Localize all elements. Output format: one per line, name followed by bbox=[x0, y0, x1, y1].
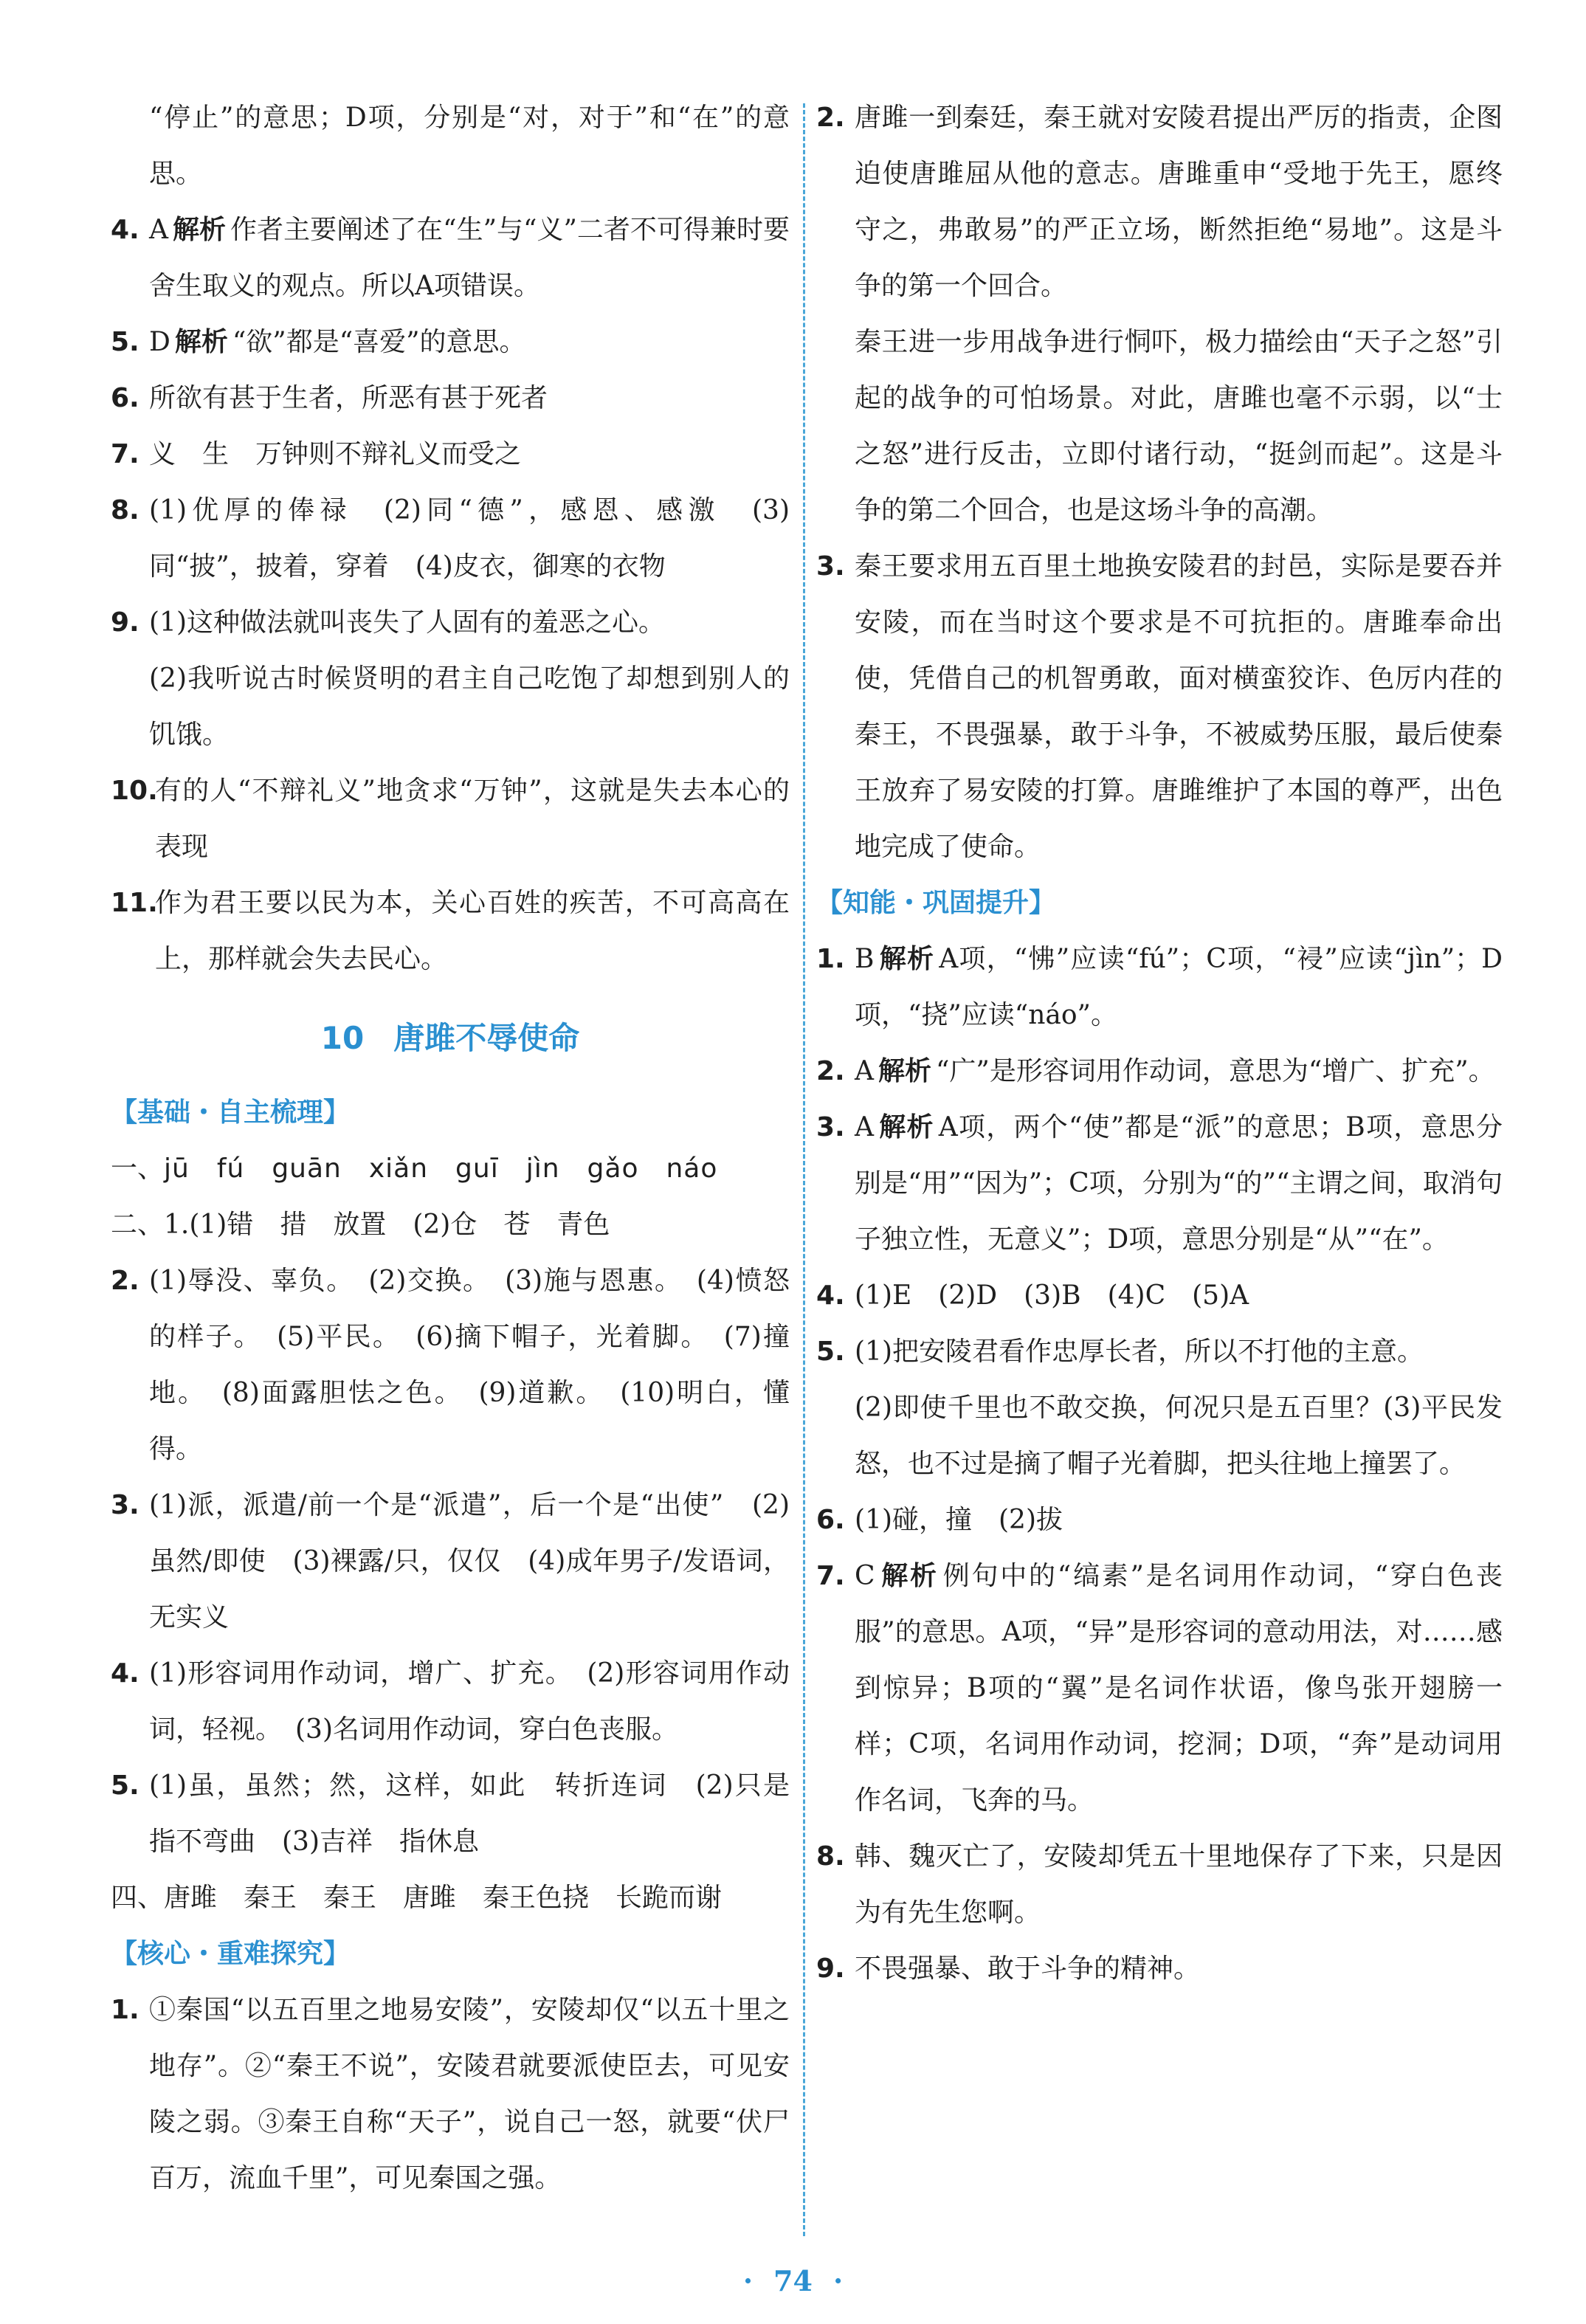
answer-choice: A bbox=[855, 1056, 874, 1086]
answer-text: (1)E (2)D (3)B (4)C (5)A bbox=[855, 1280, 1249, 1311]
pinyin-answers bbox=[111, 1141, 790, 1197]
item-number: 7. bbox=[816, 1561, 845, 1591]
answer-text: (1)派，派遣/前一个是“派遣”，后一个是“出使” (2)虽然/即使 (3)裸露/只，仅仅 (4)成年男子/发语词，无实义 bbox=[149, 1490, 790, 1632]
item-number: 2. bbox=[816, 103, 845, 133]
section-heading-basics: 【基础・自主梳理】 bbox=[111, 1097, 351, 1128]
analysis-label: 解析 bbox=[878, 1112, 934, 1142]
answer-item-5 bbox=[111, 314, 790, 370]
practice-item-8 bbox=[816, 1829, 1503, 1941]
analysis-text: “欲”都是“喜爱”的意思。 bbox=[232, 327, 526, 357]
lesson-title bbox=[111, 998, 790, 1079]
answer-item-9 bbox=[111, 595, 790, 651]
analysis-label: 解析 bbox=[878, 944, 935, 974]
part-four-answer: 四、唐雎 秦王 秦王 唐雎 秦王色挠 长跪而谢 bbox=[111, 1883, 723, 1913]
analysis-text: 例句中的“缟素”是名词用作动词，“穿白色丧服”的意思。A项，“异”是形容词的意动用法，对……感到惊异；B项的“翼”是名词作状语，像鸟张开翅膀一样；C项，名词用作动词，挖洞；D项，“奔”是动词用作名词，飞奔的马。 bbox=[855, 1561, 1503, 1816]
analysis-text: A项，两个“使”都是“派”的意思；B项，意思分别是“用”“因为”；C项，分别为“的”“主谓之间，取消句子独立性，无意义”；D项，意思分别是“从”“在”。 bbox=[855, 1112, 1503, 1255]
footer-dot-left: · bbox=[742, 2264, 754, 2297]
item-number: 3. bbox=[816, 1112, 845, 1142]
practice-item-5 bbox=[816, 1324, 1503, 1380]
section-heading-practice: 【知能・巩固提升】 bbox=[816, 888, 1056, 918]
item-number: 2. bbox=[111, 1266, 139, 1296]
core-item-2-part-2: 秦王进一步用战争进行恫吓，极力描绘由“天子之怒”引起的战争的可怕场景。对此，唐雎也毫不示弱，以“士之怒”进行反击，立即付诸行动，“挺剑而起”。这是斗争的第二个回合，也是这场斗争的高潮。 bbox=[855, 327, 1503, 525]
item-number: 10. bbox=[111, 776, 158, 806]
item-number: 3. bbox=[816, 551, 845, 582]
item-number: 5. bbox=[111, 1770, 139, 1801]
item-number: 1. bbox=[111, 1995, 139, 2025]
answer-text: (1)虽，虽然；然，这样，如此 转折连词 (2)只是 指不弯曲 (3)吉祥 指休息 bbox=[149, 1770, 817, 1857]
answer-text: 秦王要求用五百里土地换安陵君的封邑，实际是要吞并安陵，而在当时这个要求是不可抗拒的。唐雎奉命出使，凭借自己的机智勇敢，面对横蛮狡诈、色厉内荏的秦王，不畏强暴，敢于斗争，不被威势压服，最后使秦王放弃了易安陵的打算。唐雎维护了本国的尊严，出色地完成了使命。 bbox=[855, 551, 1503, 862]
answer-text: (1)把安陵君看作忠厚长者，所以不打他的主意。 bbox=[855, 1337, 1424, 1367]
analysis-label: 解析 bbox=[878, 1056, 932, 1086]
item-number: 1. bbox=[816, 944, 845, 974]
answer-item-8 bbox=[111, 483, 790, 595]
section-heading-core: 【核心・重难探究】 bbox=[111, 1939, 351, 1969]
answer-choice: C bbox=[855, 1561, 875, 1591]
part-two-item-2 bbox=[111, 1253, 790, 1478]
analysis-text: 作者主要阐述了在“生”与“义”二者不可得兼时要舍生取义的观点。所以A项错误。 bbox=[149, 215, 790, 301]
answer-text: 韩、魏灭亡了，安陵却凭五十里地保存了下来，只是因为有先生您啊。 bbox=[855, 1841, 1503, 1928]
continued-answer: “停止”的意思；D项，分别是“对，对于”和“在”的意思。 bbox=[149, 103, 790, 189]
practice-item-3 bbox=[816, 1100, 1503, 1268]
answer-text: 唐雎一到秦廷，秦王就对安陵君提出严厉的指责，企图迫使唐雎屈从他的意志。唐雎重申“受地于先王，愿终守之，弗敢易”的严正立场，断然拒绝“易地”。这是斗争的第一个回合。 bbox=[855, 103, 1503, 301]
answer-text: (1)这种做法就叫丧失了人固有的羞恶之心。 bbox=[149, 607, 665, 638]
part-two-item-4 bbox=[111, 1646, 790, 1758]
item-number: 11. bbox=[111, 888, 158, 918]
practice-item-6 bbox=[816, 1492, 1503, 1548]
analysis-text: A项，“怫”应读“fú”；C项，“祲”应读“jìn”；D项，“挠”应读“náo”。 bbox=[855, 944, 1503, 1030]
pinyin-text: jū fú guān xiǎn guī jìn gǎo náo bbox=[164, 1154, 718, 1184]
core-item-1 bbox=[111, 1982, 790, 2207]
core-item-3 bbox=[816, 539, 1503, 875]
answer-text: ①秦国“以五百里之地易安陵”，安陵却仅“以五十里之地存”。②“秦王不说”，安陵君就要派使臣去，可见安陵之弱。③秦王自称“天子”，说自己一怒，就要“伏尸百万，流血千里”，可见秦国之强。 bbox=[149, 1995, 790, 2193]
item-number: 2. bbox=[816, 1056, 845, 1086]
practice-item-4 bbox=[816, 1268, 1503, 1324]
analysis-text: “广”是形容词用作动词，意思为“增广、扩充”。 bbox=[936, 1056, 1495, 1086]
item-number: 4. bbox=[816, 1280, 845, 1311]
item-number: 6. bbox=[816, 1505, 845, 1535]
lesson-name: 唐雎不辱使命 bbox=[393, 1020, 580, 1056]
part-two-item-1: 二、1.(1)错 措 放置 (2)仓 苍 青色 bbox=[111, 1210, 610, 1240]
answer-text: 义 生 万钟则不辩礼义而受之 bbox=[149, 439, 522, 469]
practice-item-9 bbox=[816, 1941, 1503, 1997]
page-number: 74 bbox=[773, 2264, 813, 2297]
item-number: 8. bbox=[816, 1841, 845, 1872]
left-column bbox=[111, 90, 817, 2207]
item-number: 5. bbox=[111, 327, 139, 357]
answer-text: 作为君王要以民为本，关心百姓的疾苦，不可高高在上，那样就会失去民心。 bbox=[155, 888, 790, 974]
answer-choice: D bbox=[149, 327, 170, 357]
answer-item-11 bbox=[111, 875, 790, 987]
column-divider bbox=[803, 103, 805, 2236]
item-number: 8. bbox=[111, 495, 139, 525]
item-number: 6. bbox=[111, 383, 139, 413]
answer-item-10 bbox=[111, 763, 790, 875]
practice-item-5-part-2: (2)即使千里也不敢交换，何况只是五百里？(3)平民发怒，也不过是摘了帽子光着脚，把头往地上撞罢了。 bbox=[855, 1393, 1503, 1479]
item-number: 5. bbox=[816, 1337, 845, 1367]
page-number-footer bbox=[0, 2264, 1586, 2297]
core-item-2 bbox=[816, 90, 1503, 314]
item-number: 9. bbox=[111, 607, 139, 638]
answer-item-9-part-2: (2)我听说古时候贤明的君主自己吃饱了却想到别人的饥饿。 bbox=[149, 663, 790, 750]
right-column bbox=[816, 90, 1503, 1997]
answer-text: (1)碰，撞 (2)拔 bbox=[855, 1505, 1063, 1535]
answer-text: 不畏强暴、敢于斗争的精神。 bbox=[855, 1954, 1201, 1984]
answer-text: 有的人“不辩礼义”地贪求“万钟”，这就是失去本心的表现 bbox=[155, 776, 790, 862]
practice-item-7 bbox=[816, 1548, 1503, 1829]
item-number: 4. bbox=[111, 215, 139, 245]
analysis-label: 解析 bbox=[174, 327, 228, 357]
answer-choice: A bbox=[855, 1112, 874, 1142]
item-number: 3. bbox=[111, 1490, 139, 1520]
item-number: 9. bbox=[816, 1954, 845, 1984]
analysis-label: 解析 bbox=[173, 215, 227, 245]
item-number: 4. bbox=[111, 1658, 139, 1689]
answer-text: (1)优厚的俸禄 (2)同“德”，感恩、感激 (3)同“披”，披着，穿着 (4)皮衣，御寒的衣物 bbox=[149, 495, 790, 582]
analysis-label: 解析 bbox=[879, 1561, 939, 1591]
practice-item-2 bbox=[816, 1044, 1503, 1100]
practice-item-1 bbox=[816, 931, 1503, 1044]
part-label: 一、 bbox=[111, 1154, 165, 1184]
answer-choice: A bbox=[149, 215, 168, 245]
answer-text: (1)辱没、辜负。 (2)交换。 (3)施与恩惠。 (4)愤怒的样子。 (5)平民。 (6)摘下帽子，光着脚。 (7)撞地。 (8)面露胆怯之色。 (9)道歉。 (10)明白，懂得。 bbox=[149, 1266, 790, 1464]
answer-text: (1)形容词用作动词，增广、扩充。 (2)形容词用作动词，轻视。 (3)名词用作动词，穿白色丧服。 bbox=[149, 1658, 790, 1745]
item-number: 7. bbox=[111, 439, 139, 469]
answer-item-7 bbox=[111, 427, 790, 483]
lesson-number: 10 bbox=[320, 1020, 365, 1056]
answer-item-4 bbox=[111, 202, 790, 314]
part-two-item-5 bbox=[111, 1758, 817, 1870]
answer-choice: B bbox=[855, 944, 875, 974]
part-two-item-3 bbox=[111, 1478, 790, 1646]
answer-item-6 bbox=[111, 370, 790, 427]
answer-text: 所欲有甚于生者，所恶有甚于死者 bbox=[149, 383, 548, 413]
footer-dot-right: · bbox=[832, 2264, 844, 2297]
